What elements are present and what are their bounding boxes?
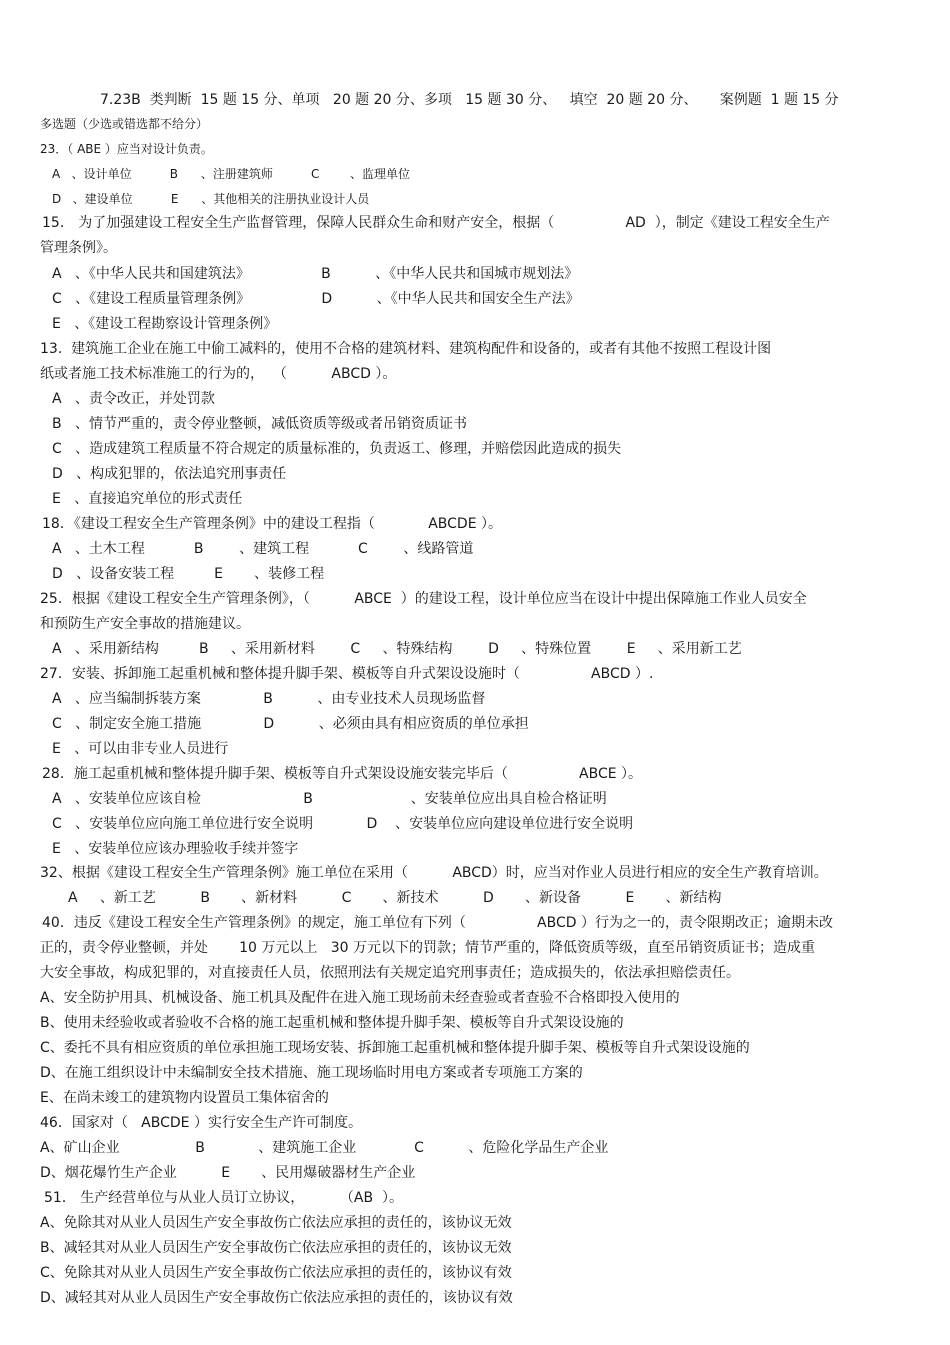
- option-line: A 、土木工程 B 、建筑工程 C 、线路管道: [52, 541, 474, 557]
- option-line: A、免除其对从业人员因生产安全事故伤亡依法应承担的责任的，该协议无效: [40, 1215, 512, 1231]
- option-line: D 、建设单位 E 、其他相关的注册执业设计人员: [52, 192, 370, 206]
- option-line: E 、可以由非专业人员进行: [52, 741, 229, 757]
- option-line: B 、情节严重的，责令停业整顿，减低资质等级或者吊销资质证书: [52, 416, 467, 432]
- option-line: B、减轻其对从业人员因生产安全事故伤亡依法应承担的责任的，该协议无效: [40, 1240, 512, 1256]
- option-line: A、安全防护用具、机械设备、施工机具及配件在进入施工现场前未经查验或者查验不合格即投入使用的: [40, 990, 680, 1006]
- option-line: D、烟花爆竹生产企业 E 、民用爆破器材生产企业: [40, 1165, 416, 1181]
- option-line: E、在尚未竣工的建筑物内设置员工集体宿舍的: [40, 1090, 329, 1106]
- option-line: E 、直接追究单位的形式责任: [52, 491, 243, 507]
- question-line: 28．施工起重机械和整体提升脚手架、模板等自升式架设设施安装完毕后（ ABCE ）。: [42, 766, 643, 782]
- option-line: C、委托不具有相应资质的单位承担施工现场安装、拆卸施工起重机械和整体提升脚手架、模板等自升式架设设施的: [40, 1040, 750, 1056]
- exam-scoring-header: 7.23B 类判断 15 题 15 分、单项 20 题 20 分、多项 15 题 30 分、 填空 20 题 20 分、 案例题 1 题 15 分: [100, 92, 839, 108]
- question-line: 25．根据《建设工程安全生产管理条例》，（ ABCE ）的建设工程，设计单位应当在设计中提出保障施工作业人员安全: [40, 591, 807, 607]
- option-line: A 、新工艺 B 、新材料 C 、新技术 D 、新设备 E 、新结构: [68, 890, 722, 906]
- option-line: D、在施工组织设计中未编制安全技术措施、施工现场临时用电方案或者专项施工方案的: [40, 1065, 583, 1081]
- option-line: D 、构成犯罪的，依法追究刑事责任: [52, 466, 287, 482]
- option-line: E 、《建设工程勘察设计管理条例》: [52, 316, 278, 332]
- question-line: 和预防生产安全事故的措施建议。: [40, 616, 250, 632]
- option-line: A 、应当编制拆装方案 B 、由专业技术人员现场监督: [52, 691, 486, 707]
- question-line: 18．《建设工程安全生产管理条例》中的建设工程指（ ABCDE ）。: [42, 516, 503, 532]
- option-line: D 、设备安装工程 E 、装修工程: [52, 566, 325, 582]
- question-line: 27．安装、拆卸施工起重机械和整体提升脚手架、模板等自升式架设设施时（ ABCD ）.: [40, 666, 654, 682]
- option-line: C 、制定安全施工措施 D 、必须由具有相应资质的单位承担: [52, 716, 529, 732]
- question-line: 大安全事故，构成犯罪的，对直接责任人员，依照刑法有关规定追究刑事责任；造成损失的，依法承担赔偿责任。: [40, 965, 740, 981]
- option-line: D、减轻其对从业人员因生产安全事故伤亡依法应承担的责任的，该协议有效: [40, 1290, 513, 1306]
- option-line: C 、《建设工程质量管理条例》 D 、《中华人民共和国安全生产法》: [52, 291, 580, 307]
- option-line: A 、责令改正，并处罚款: [52, 391, 215, 407]
- question-line: 46．国家对（ ABCDE ）实行安全生产许可制度。: [40, 1115, 362, 1131]
- question-line: 15． 为了加强建设工程安全生产监督管理，保障人民群众生命和财产安全，根据（ AD ），制定《建设工程安全生产: [42, 215, 830, 231]
- option-line: A、矿山企业 B 、建筑施工企业 C 、危险化学品生产企业: [40, 1140, 609, 1156]
- option-line: A 、安装单位应该自检 B 、安装单位应出具自检合格证明: [52, 791, 607, 807]
- question-line: 51． 生产经营单位与从业人员订立协议， （AB ）。: [44, 1190, 403, 1206]
- option-line: C、免除其对从业人员因生产安全事故伤亡依法应承担的责任的，该协议有效: [40, 1265, 512, 1281]
- option-line: B、使用未经验收或者验收不合格的施工起重机械和整体提升脚手架、模板等自升式架设设施的: [40, 1015, 624, 1031]
- option-line: C 、造成建筑工程质量不符合规定的质量标准的，负责返工、修理，并赔偿因此造成的损失: [52, 441, 622, 457]
- option-line: E 、安装单位应该办理验收手续并签字: [52, 841, 299, 857]
- section-title: 多选题（少选或错选都不给分）: [40, 117, 209, 131]
- question-line: 40．违反《建设工程安全生产管理条例》的规定，施工单位有下列（ ABCD ）行为之一的，责令限期改正；逾期未改: [42, 915, 833, 931]
- option-line: A 、设计单位 B 、注册建筑师 C 、监理单位: [52, 167, 410, 181]
- question-line: 正的，责令停业整顿，并处 10 万元以上 30 万元以下的罚款；情节严重的，降低资质等级，直至吊销资质证书；造成重: [40, 940, 816, 956]
- question-line: 纸或者施工技术标准施工的行为的， （ ABCD ）。: [40, 366, 397, 382]
- question-line: 23．（ ABE ）应当对设计负责。: [40, 142, 213, 156]
- option-line: C 、安装单位应向施工单位进行安全说明 D 、安装单位应向建设单位进行安全说明: [52, 816, 634, 832]
- option-line: A 、采用新结构 B 、采用新材料 C 、特殊结构 D 、特殊位置 E 、采用新工艺: [52, 641, 742, 657]
- question-line: 32、根据《建设工程安全生产管理条例》施工单位在采用（ ABCD）时，应当对作业人员进行相应的安全生产教育培训。: [40, 865, 828, 881]
- option-line: A 、《中华人民共和国建筑法》 B 、《中华人民共和国城市规划法》: [52, 266, 579, 282]
- question-line: 管理条例》。: [40, 240, 117, 256]
- question-line: 13. 建筑施工企业在施工中偷工减料的，使用不合格的建筑材料、建筑构配件和设备的，或者有其他不按照工程设计图: [40, 341, 772, 357]
